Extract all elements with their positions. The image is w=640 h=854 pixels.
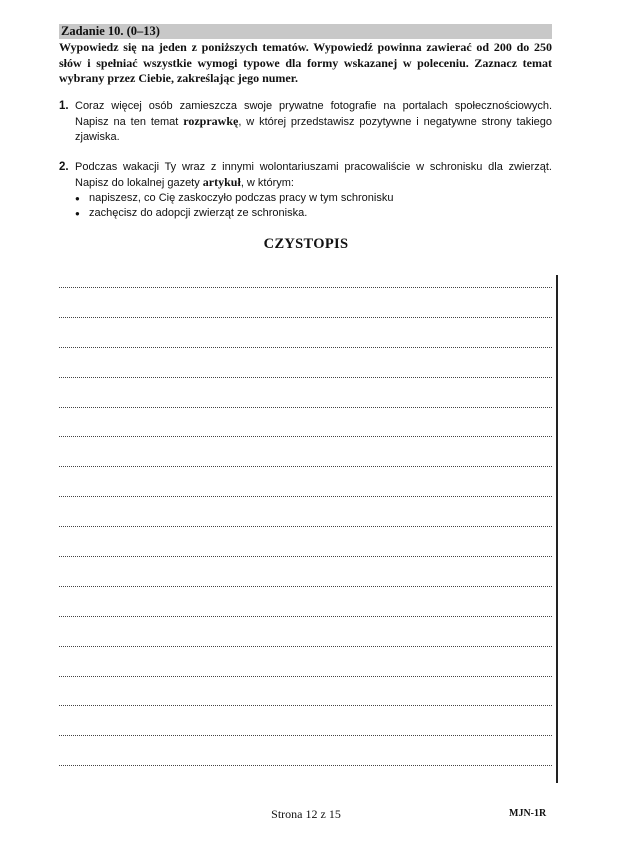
page-number: Strona 12 z 15	[271, 807, 341, 821]
topic-number[interactable]: 1.	[59, 100, 69, 112]
writing-line[interactable]	[59, 676, 552, 677]
exam-code: MJN-1R	[509, 808, 547, 819]
writing-line[interactable]	[59, 616, 552, 617]
writing-line[interactable]	[59, 347, 552, 348]
writing-line[interactable]	[59, 646, 552, 647]
topic-form: artykuł	[202, 175, 241, 189]
writing-line[interactable]	[59, 466, 552, 467]
task-instructions: Wypowiedz się na jeden z poniższych tematów. Wypowiedź powinna zawierać od 200 do 250 słów i spełniać wszystkie wymogi typowe dla formy wskazanej w poleceniu. Zaznacz temat wybrany przez Ciebie, zakreślając jego numer.	[59, 40, 552, 85]
topic-form: rozprawkę	[183, 114, 239, 128]
writing-line[interactable]	[59, 765, 552, 766]
writing-line[interactable]	[59, 705, 552, 706]
writing-line[interactable]	[59, 556, 552, 557]
topic-number[interactable]: 2.	[59, 161, 69, 173]
task-title: Zadanie 10. (0–13)	[61, 24, 160, 38]
list-item: ● zachęcisz do adopcji zwierząt ze schroniska.	[75, 206, 552, 221]
section-title: CZYSTOPIS	[263, 236, 349, 252]
writing-line[interactable]	[59, 377, 552, 378]
topic-1[interactable]	[59, 99, 552, 145]
list-item: ● napiszesz, co Cię zaskoczyło podczas pracy w tym schronisku	[75, 191, 552, 206]
writing-line[interactable]	[59, 436, 552, 437]
task-header-bar	[59, 24, 552, 39]
writing-line[interactable]	[59, 586, 552, 587]
topic-requirements	[59, 191, 552, 221]
topic-text: Coraz więcej osób zamieszcza swoje prywatne fotografie na portalach społecznościowych. Napisz na ten temat rozprawkę, w której przedstawisz pozytywne i negatywne strony takiego zjawiska.	[75, 100, 552, 143]
writing-line[interactable]	[59, 735, 552, 736]
writing-line[interactable]	[59, 317, 552, 318]
writing-line[interactable]	[59, 526, 552, 527]
margin-rule	[556, 275, 558, 783]
writing-line[interactable]	[59, 287, 552, 288]
writing-area[interactable]	[59, 287, 552, 795]
topic-2[interactable]	[59, 160, 552, 221]
writing-line[interactable]	[59, 407, 552, 408]
topic-text: Podczas wakacji Ty wraz z innymi wolontariuszami pracowaliście w schronisku dla zwierząt. Napisz do lokalnej gazety artykuł, w którym:	[75, 161, 552, 189]
writing-line[interactable]	[59, 496, 552, 497]
